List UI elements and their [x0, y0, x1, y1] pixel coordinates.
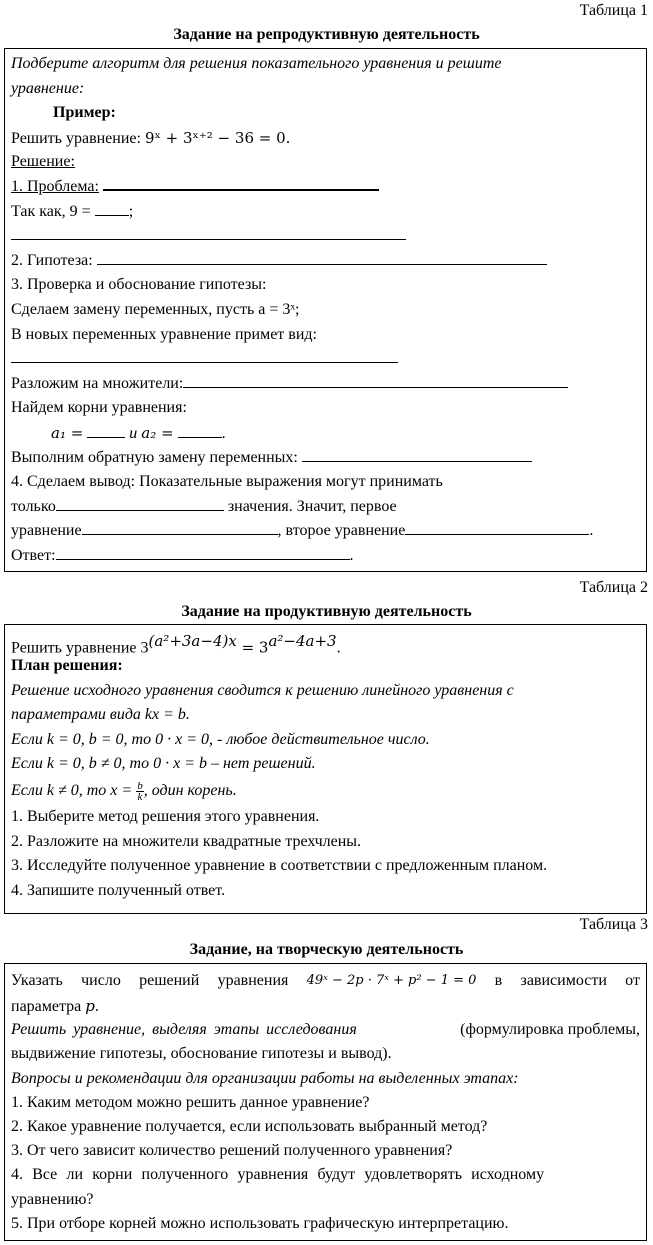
task-word-5: в [494, 972, 503, 989]
since-suffix: ; [128, 202, 134, 220]
example-label: Пример: [53, 104, 116, 122]
answer-label: Ответ: [11, 546, 56, 564]
case-3-prefix: Если k ≠ 0, то x = [11, 781, 133, 799]
a2-blank[interactable] [178, 423, 222, 438]
task-line: Решить уравнение $3^{(a^2+3a-4)x} = 3^{a^2-4a+3}$. [11, 632, 341, 657]
case-3 [11, 777, 640, 805]
task-equation: 49ˣ − 2p · 7ˣ + p² − 1 = 0 [306, 973, 477, 988]
table-3-box [4, 963, 647, 1241]
method-italic: Решить уравнение, выделяя этапы исследования [11, 1021, 357, 1039]
conclusion-line-2 [11, 495, 640, 520]
question-4: 4. Все ли корни полученного уравнения будут удовлетворять исходному [11, 1166, 545, 1184]
equals-three: = 3 [236, 638, 269, 657]
fraction-b-over-k [136, 781, 144, 802]
reverse-line [11, 446, 640, 471]
step-3: 3. Исследуйте полученное уравнение в соответствии с предложенным планом. [11, 857, 548, 875]
problem-blank[interactable] [103, 175, 379, 191]
conclusion-line-3: уравнение , второе уравнение . [11, 522, 594, 540]
since-answer-blank[interactable] [11, 225, 406, 240]
a2-label: a₂ = [141, 423, 174, 442]
task-word-3: решений [139, 972, 200, 989]
case-2: Если k = 0, b ≠ 0, то 0 · x = b – нет решений. [11, 755, 316, 773]
table-1-caption: Таблица 1 [579, 2, 648, 19]
since-blank[interactable] [95, 201, 129, 216]
hypothesis-blank[interactable] [97, 250, 547, 265]
since-prefix: Так как, 9 = [11, 202, 91, 220]
check-label: 3. Проверка и обоснование гипотезы: [11, 276, 267, 294]
method-line-2: выдвижение гипотезы, обоснование гипотезы и вывод). [11, 1045, 392, 1063]
task-word-6: зависимости [520, 972, 607, 989]
parameter-symbol: p [85, 997, 95, 1015]
new-equation-blank[interactable] [11, 348, 398, 363]
conclusion-3a: уравнение [11, 522, 82, 540]
roots-line: a₁ = и a₂ = . [51, 423, 226, 442]
parameter-word: параметра [11, 998, 82, 1015]
case-1: Если k = 0, b = 0, то 0 · x = 0, - любое действительное число. [11, 730, 430, 748]
exponent-left: (a²+3a−4)x [148, 632, 237, 650]
question-2: 2. Какое уравнение получается, если использовать выбранный метод? [11, 1117, 488, 1135]
step-2: 2. Разложите на множители квадратные трехчлены. [11, 832, 362, 850]
solution-label: Решение: [11, 153, 75, 171]
table-1-box [4, 48, 647, 572]
conclusion-3b: , второе уравнение [277, 522, 406, 540]
reverse-blank[interactable] [302, 447, 532, 462]
factor-blank[interactable] [183, 373, 568, 388]
since-line [11, 200, 640, 225]
problem-line [11, 175, 640, 200]
conclusion-2b: значения. Значит, первое [227, 497, 397, 515]
table-3-title: Задание, на творческую деятельность [189, 941, 464, 958]
plan-text-2: параметрами вида kx = b. [11, 706, 190, 724]
factor-line [11, 372, 640, 397]
fraction-numerator: b [137, 779, 143, 792]
table-1-title: Задание на репродуктивную деятельность [173, 26, 480, 43]
exponent-right: a²−4a+3 [268, 632, 337, 650]
case-3-suffix: , один корень. [143, 781, 237, 799]
blank-line-1 [11, 224, 640, 249]
task-word-2: число [81, 972, 121, 989]
a1-label: a₁ = [51, 423, 84, 442]
solve-line [11, 126, 640, 151]
plan-label: План решения: [11, 657, 123, 674]
substitution-text: Сделаем замену переменных, пусть a = 3ˣ; [11, 300, 300, 318]
table-3-caption: Таблица 3 [579, 916, 648, 933]
intro-text: Подберите алгоритм для решения показательного уравнения и решите [11, 55, 502, 72]
and-word: и [129, 424, 138, 442]
answer-line: Ответ: . [11, 546, 354, 564]
questions-label: Вопросы и рекомендации для организации работы на выделенных этапах: [11, 1069, 519, 1087]
question-3: 3. От чего зависит количество решений полученного уравнения? [11, 1142, 453, 1160]
table-2-caption: Таблица 2 [579, 579, 648, 596]
method-line [11, 1018, 640, 1042]
task-word-4: уравнения [217, 972, 289, 989]
hypothesis-label: 2. Гипотеза: [11, 251, 93, 269]
question-5: 5. При отборе корней можно использовать графическую интерпретацию. [11, 1214, 509, 1232]
task-3-line-1 [11, 967, 640, 994]
task-3-line-2: параметра p. [11, 997, 99, 1015]
roots-label: Найдем корни уравнения: [11, 399, 187, 417]
second-equation-blank[interactable] [405, 520, 589, 535]
first-equation-blank[interactable] [82, 520, 278, 535]
table-2-title: Задание на продуктивную деятельность [181, 603, 472, 620]
plan-text: Решение исходного уравнения сводится к решению линейного уравнения с [11, 681, 514, 699]
blank-line-2 [11, 347, 640, 372]
task-word-1: Указать [11, 972, 63, 989]
task-word-7: от [625, 972, 640, 989]
table-2-box [4, 624, 647, 914]
fraction-denominator: k [137, 790, 143, 803]
conclusion-2a: только [11, 497, 56, 515]
task-prefix: Решить уравнение 3 [11, 639, 149, 657]
answer-blank[interactable] [56, 545, 350, 560]
question-1: 1. Каким методом можно решить данное уравнение? [11, 1093, 370, 1111]
question-4-cont: уравнению? [11, 1190, 94, 1208]
step-1: 1. Выберите метод решения этого уравнения. [11, 807, 320, 825]
solve-prefix: Решить уравнение: [11, 129, 141, 147]
conclusion-line-1: 4. Сделаем вывод: Показательные выражения могут принимать [11, 473, 443, 491]
step-4: 4. Запишите полученный ответ. [11, 881, 226, 899]
intro-text-2: уравнение: [11, 79, 85, 97]
equation: 9ˣ + 3ˣ⁺² − 36 = 0. [144, 128, 291, 147]
hypothesis-line [11, 249, 640, 274]
factor-label: Разложим на множители: [11, 374, 184, 392]
new-vars-text: В новых переменных уравнение примет вид: [11, 325, 317, 343]
method-rest: (формулировка проблемы, [460, 1021, 640, 1039]
problem-label: 1. Проблема: [11, 177, 99, 195]
values-blank[interactable] [56, 496, 224, 511]
reverse-label: Выполним обратную замену переменных: [11, 448, 298, 466]
a1-blank[interactable] [87, 423, 125, 438]
